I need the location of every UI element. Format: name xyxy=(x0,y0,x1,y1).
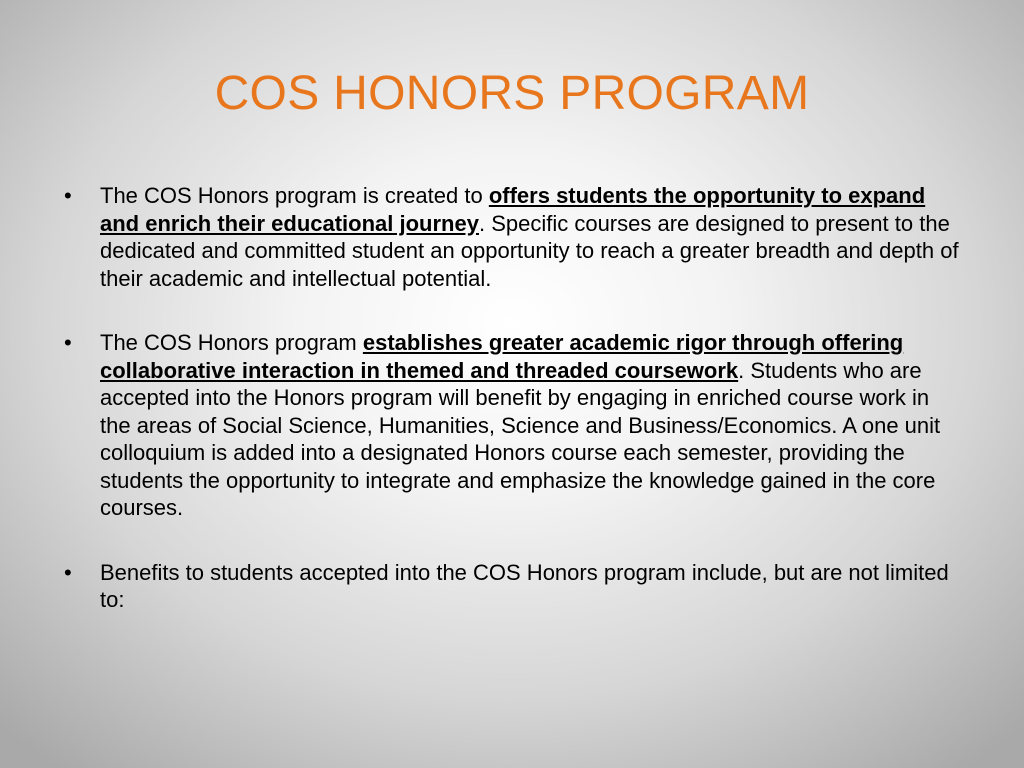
bullet-icon: • xyxy=(64,183,72,208)
bullet-text: . Students who are accepted into the Honors program will benefit by engaging in enriched course work in the areas of Social Science, Humanities, Science and Business/Economics. A one unit colloquium is added into a designated Honors course each semester, providing the students the opportunity to integrate and emphasize the knowledge gained in the core courses. xyxy=(100,357,941,520)
bullet-text: Benefits to students accepted into the COS Honors program include, but are not limited to: xyxy=(100,559,949,612)
bullet-text: . Specific courses are designed to present to the dedicated and committed student an opportunity to reach a greater breadth and depth of their academic and intellectual potential. xyxy=(100,210,959,291)
bullet-text: The COS Honors program is created to xyxy=(100,183,489,208)
bullet-icon: • xyxy=(64,330,72,355)
bullet-icon: • xyxy=(64,559,72,585)
bullet-item xyxy=(64,559,964,614)
bullet-emphasis: offers students the opportunity to expand and enrich their educational journey xyxy=(100,183,926,236)
bullet-item xyxy=(64,329,964,522)
bullet-text: The COS Honors program xyxy=(100,330,363,355)
bullet-item xyxy=(64,182,964,292)
bullet-emphasis: establishes greater academic rigor through offering collaborative interaction in themed and threaded coursework xyxy=(100,330,904,383)
slide-title: COS HONORS PROGRAM xyxy=(214,67,810,120)
bullet-list xyxy=(64,182,964,651)
